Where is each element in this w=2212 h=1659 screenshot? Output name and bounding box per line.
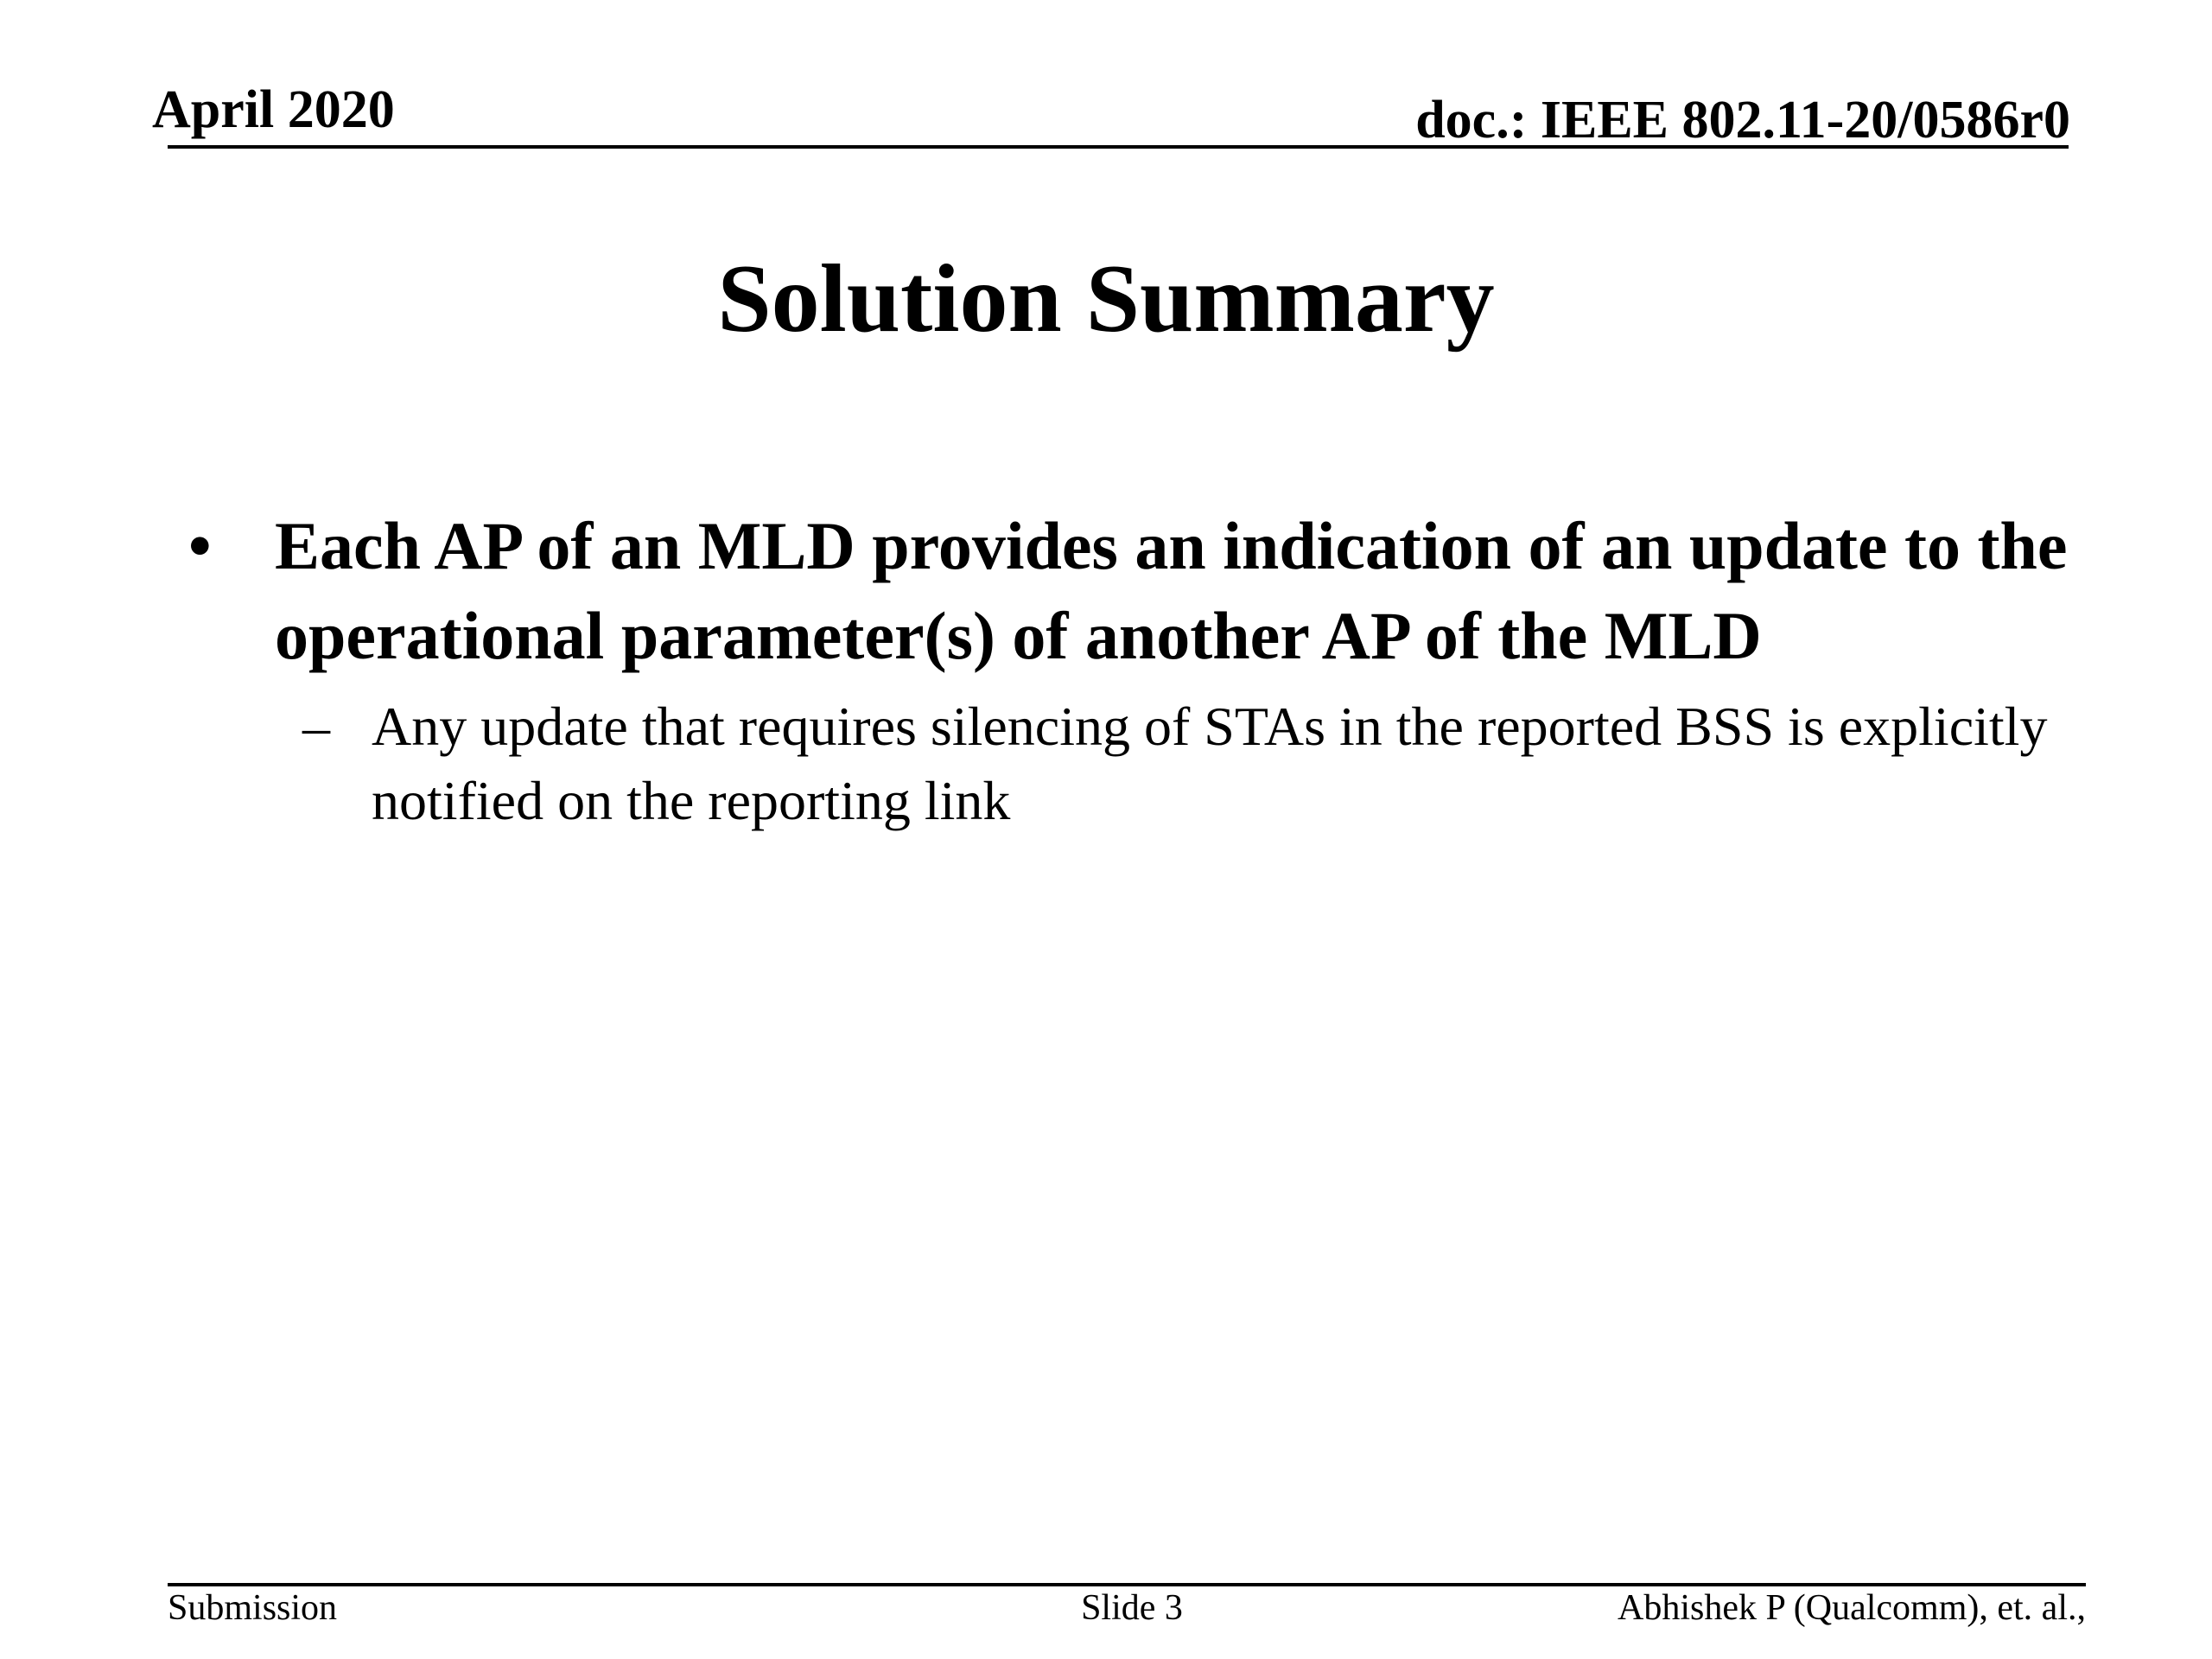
footer-slide-number: Slide 3 — [1081, 1588, 1183, 1628]
footer-submission: Submission — [168, 1588, 338, 1628]
footer-divider — [168, 1583, 2086, 1586]
bullet-list — [188, 501, 2089, 838]
footer-author: Abhishek P (Qualcomm), et. al., — [1617, 1588, 2086, 1628]
bullet-text: Each AP of an MLD provides an indication of an update to the operational parameter(s) of another AP of the MLD — [275, 508, 2068, 673]
bullet-marker: • — [188, 510, 212, 582]
sub-bullet-text: Any update that requires silencing of STAs in the reported BSS is explicitly notified on the reporting link — [372, 696, 2048, 831]
slide-title: Solution Summary — [717, 245, 1495, 353]
header-doc-id: doc.: IEEE 802.11-20/0586r0 — [1415, 91, 2070, 149]
header-divider — [168, 145, 2069, 149]
sub-bullet-item — [188, 690, 2089, 838]
sub-bullet-marker: – — [302, 696, 330, 757]
bullet-item — [188, 501, 2089, 681]
header-date: April 2020 — [152, 80, 395, 139]
